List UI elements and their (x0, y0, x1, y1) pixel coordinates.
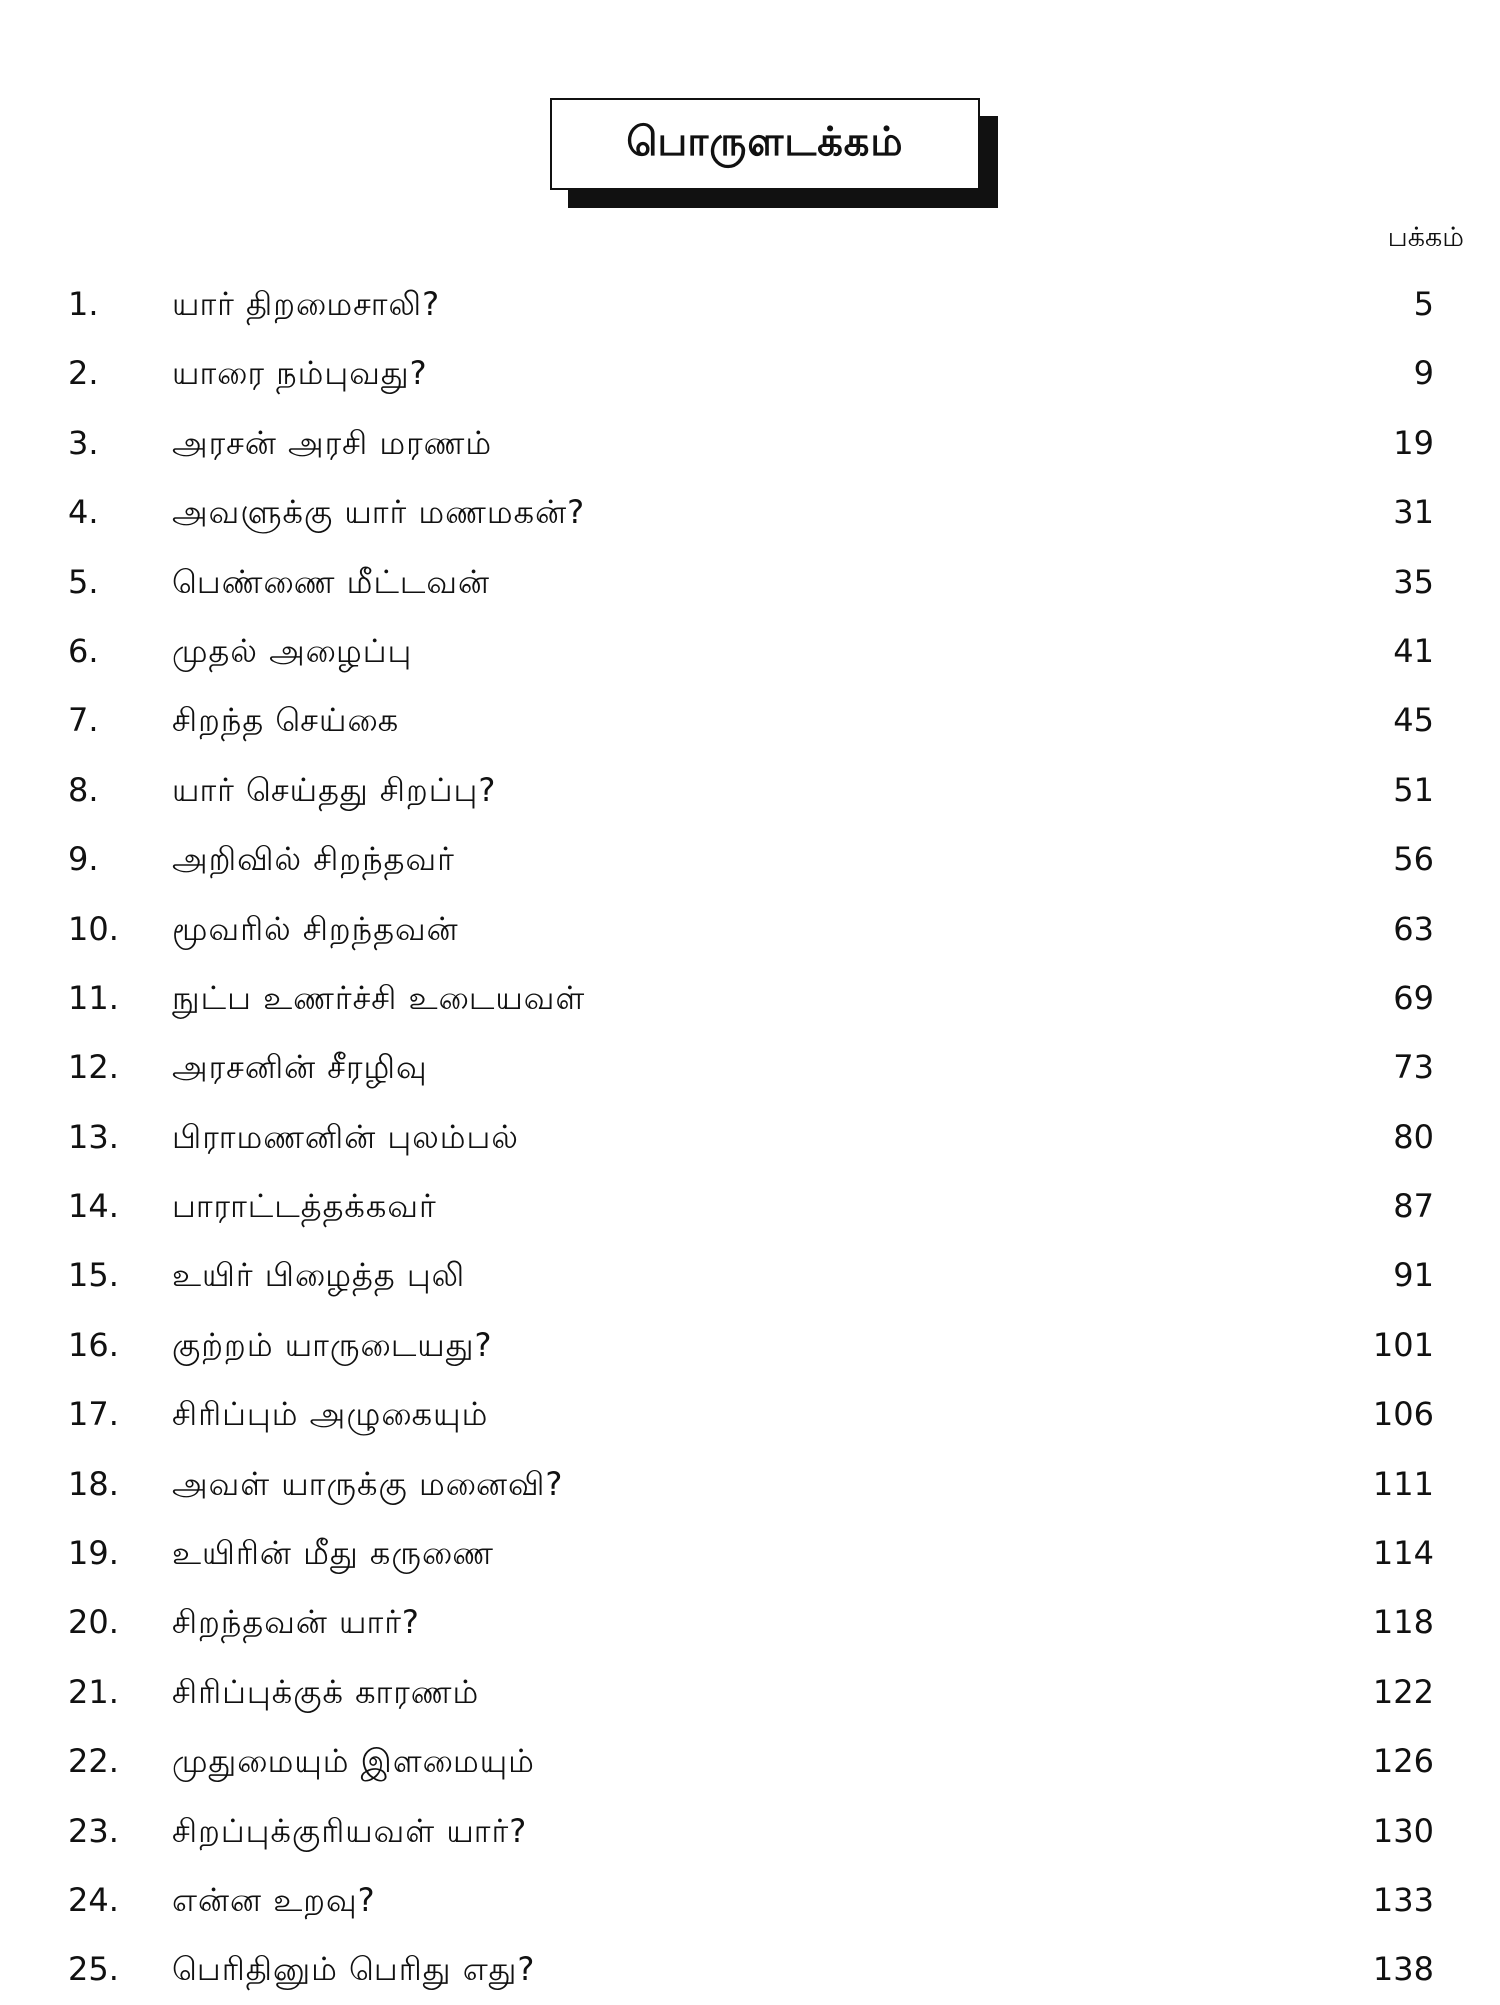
toc-entry-number: 4. (68, 493, 99, 532)
toc-entry-title: பெண்ணை மீட்டவன் (172, 562, 491, 601)
toc-entry-number: 12. (68, 1048, 119, 1087)
toc-entry-page: 87 (1393, 1187, 1434, 1226)
toc-entry-page: 130 (1372, 1811, 1434, 1850)
toc-entry-page: 35 (1393, 562, 1434, 601)
toc-entry-title: உயிர் பிழைத்த புலி (172, 1256, 466, 1295)
toc-entry-title: மூவரில் சிறந்தவன் (172, 909, 459, 948)
toc-entry-page: 69 (1393, 978, 1434, 1017)
toc-entry-page: 51 (1393, 770, 1434, 809)
toc-entry-title: யார் திறமைசாலி? (172, 285, 441, 323)
toc-entry (0, 339, 1500, 408)
toc-entry-page: 101 (1372, 1325, 1434, 1364)
toc-entry-number: 9. (68, 840, 99, 879)
toc-entry-number: 19. (68, 1534, 119, 1573)
toc-entry-page: 56 (1393, 840, 1434, 879)
toc-entry-page: 91 (1393, 1256, 1434, 1295)
toc-entry (0, 1519, 1500, 1588)
toc-entry (0, 478, 1500, 547)
toc-entry-number: 3. (68, 423, 99, 462)
toc-entry (0, 617, 1500, 686)
toc-entry-page: 106 (1372, 1395, 1434, 1434)
toc-entry-number: 8. (68, 770, 99, 809)
toc-entry-page: 111 (1372, 1464, 1434, 1503)
toc-entry-page: 19 (1393, 423, 1434, 462)
toc-entry-page: 133 (1372, 1880, 1434, 1919)
toc-entry (0, 1727, 1500, 1796)
toc-entry (0, 825, 1500, 894)
toc-entry-page: 122 (1372, 1672, 1434, 1711)
toc-entry-page: 31 (1393, 493, 1434, 532)
toc-entry-page: 80 (1393, 1117, 1434, 1156)
toc-entry-title: பெரிதினும் பெரிது எது? (172, 1950, 536, 1989)
toc-entry-title: நுட்ப உணர்ச்சி உடையவள் (172, 978, 586, 1017)
toc-entry (0, 1658, 1500, 1727)
toc-entry-number: 7. (68, 701, 99, 740)
toc-entry-page: 45 (1393, 701, 1434, 740)
toc-entry-title: சிறந்தவன் யார்? (172, 1603, 420, 1642)
toc-entry (0, 686, 1500, 755)
toc-entry-number: 21. (68, 1672, 119, 1711)
toc-entry-title: பாராட்டத்தக்கவர் (172, 1187, 437, 1226)
toc-entry-title: அறிவில் சிறந்தவர் (172, 840, 455, 879)
toc-entry-number: 15. (68, 1256, 119, 1295)
toc-entry-title: அவளுக்கு யார் மணமகன்? (172, 493, 586, 532)
toc-entry-title: பிராமணனின் புலம்பல் (172, 1117, 519, 1156)
toc-entry (0, 1588, 1500, 1657)
toc-entry-title: முதுமையும் இளமையும் (172, 1742, 535, 1781)
toc-entry-number: 17. (68, 1395, 119, 1434)
toc-entry (0, 895, 1500, 964)
toc-entry-page: 63 (1393, 909, 1434, 948)
toc-entry-page: 73 (1393, 1048, 1434, 1087)
toc-entry (0, 1935, 1500, 2004)
toc-entry-number: 20. (68, 1603, 119, 1642)
toc-entry-page: 126 (1372, 1742, 1434, 1781)
toc-entry (0, 1103, 1500, 1172)
toc-entry-number: 13. (68, 1117, 119, 1156)
toc-entry (0, 1033, 1500, 1102)
toc-entry-number: 16. (68, 1325, 119, 1364)
toc-entry (0, 270, 1500, 339)
toc-entry (0, 1172, 1500, 1241)
toc-entry-number: 2. (68, 354, 99, 393)
toc-entry-page: 138 (1372, 1950, 1434, 1989)
toc-entry (0, 1380, 1500, 1449)
toc-entry (0, 1450, 1500, 1519)
toc-entry (0, 964, 1500, 1033)
toc-entry (0, 548, 1500, 617)
toc-entry-title: சிறந்த செய்கை (172, 701, 400, 740)
page-title: பொருளடக்கம் (550, 98, 980, 190)
toc-entry-title: என்ன உறவு? (172, 1880, 376, 1919)
toc-entry (0, 1866, 1500, 1935)
toc-entry-title: யார் செய்தது சிறப்பு? (172, 770, 497, 809)
toc-entry-title: சிரிப்பும் அழுகையும் (172, 1395, 489, 1434)
toc-entry (0, 1797, 1500, 1866)
toc-entry (0, 1311, 1500, 1380)
toc-entry-page: 114 (1372, 1534, 1434, 1573)
toc-entry-number: 18. (68, 1464, 119, 1503)
toc-entry-title: அவள் யாருக்கு மனைவி? (172, 1464, 564, 1503)
toc-entry (0, 409, 1500, 478)
toc-entry-number: 25. (68, 1950, 119, 1989)
toc-entry (0, 1241, 1500, 1310)
toc-entry-page: 5 (1413, 285, 1434, 323)
toc-entry-title: அரசனின் சீரழிவு (172, 1048, 428, 1087)
toc-entry (0, 756, 1500, 825)
toc-entry-title: முதல் அழைப்பு (172, 631, 413, 670)
toc-entry-page: 118 (1372, 1603, 1434, 1642)
toc-entry-number: 14. (68, 1187, 119, 1226)
toc-entry-number: 6. (68, 631, 99, 670)
heading-box (550, 98, 980, 190)
toc-entry-page: 9 (1413, 354, 1434, 393)
toc-entry-title: யாரை நம்புவது? (172, 354, 428, 393)
toc-entry-number: 24. (68, 1880, 119, 1919)
toc-entry-title: அரசன் அரசி மரணம் (172, 423, 493, 462)
toc-entry-title: குற்றம் யாருடையது? (172, 1325, 493, 1364)
toc-entry-number: 22. (68, 1742, 119, 1781)
toc-entry-number: 1. (68, 285, 99, 323)
toc-entry-number: 5. (68, 562, 99, 601)
toc-entry-page: 41 (1393, 631, 1434, 670)
toc-entry-title: உயிரின் மீது கருணை (172, 1534, 494, 1573)
toc-entry-number: 11. (68, 978, 119, 1017)
table-of-contents (0, 270, 1500, 2005)
toc-entry-number: 10. (68, 909, 119, 948)
page-column-label: பக்கம் (1387, 222, 1464, 253)
toc-entry-title: சிறப்புக்குரியவள் யார்? (172, 1811, 528, 1850)
toc-entry-title: சிரிப்புக்குக் காரணம் (172, 1672, 480, 1711)
toc-entry-number: 23. (68, 1811, 119, 1850)
